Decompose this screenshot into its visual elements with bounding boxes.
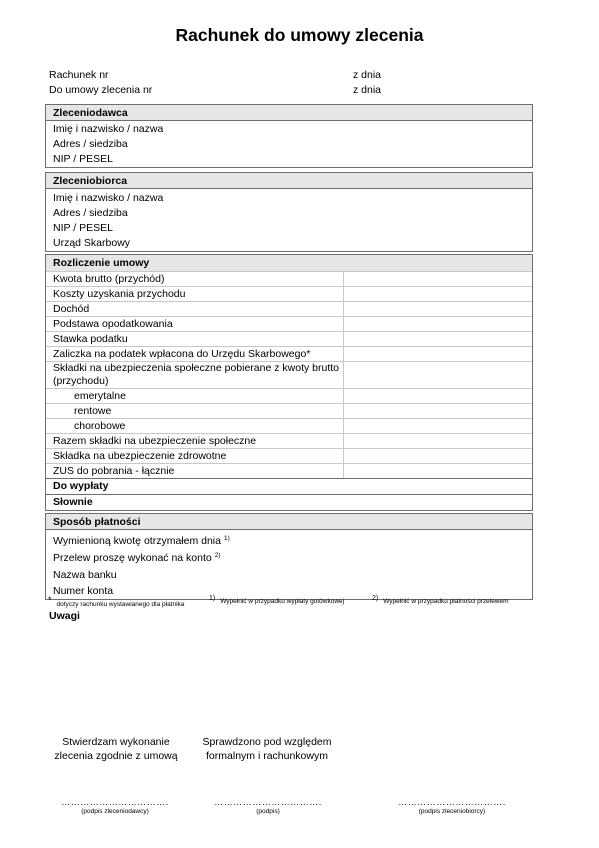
gross-amount-label: Kwota brutto (przychód) bbox=[46, 272, 344, 287]
table-row bbox=[46, 287, 532, 302]
invoice-number-label: Rachunek nr bbox=[49, 69, 109, 81]
table-row bbox=[46, 332, 532, 347]
disability-value[interactable] bbox=[344, 404, 533, 419]
costs-label: Koszty uzyskania przychodu bbox=[46, 287, 344, 302]
table-row bbox=[46, 434, 532, 449]
document-title: Rachunek do umowy zlecenia bbox=[175, 25, 424, 45]
principal-name-label: Imię i nazwisko / nazwa bbox=[53, 123, 164, 135]
principal-nip-label: NIP / PESEL bbox=[53, 153, 113, 165]
income-value[interactable] bbox=[344, 302, 533, 317]
table-row bbox=[46, 464, 532, 479]
tax-advance-value[interactable] bbox=[344, 347, 533, 362]
principal-header: Zleceniodawca bbox=[46, 105, 532, 121]
sickness-value[interactable] bbox=[344, 419, 533, 434]
tax-advance-label: Zaliczka na podatek wpłacona do Urzędu Skarbowego* bbox=[46, 347, 344, 362]
sickness-label: chorobowe bbox=[46, 419, 344, 434]
table-row bbox=[46, 404, 532, 419]
pension-value[interactable] bbox=[344, 389, 533, 404]
contractor-name-label: Imię i nazwisko / nazwa bbox=[53, 192, 164, 204]
zus-total-value[interactable] bbox=[344, 464, 533, 479]
settlement-header: Rozliczenie umowy bbox=[46, 255, 532, 271]
cash-received-line bbox=[46, 533, 532, 550]
payment-method-section bbox=[45, 513, 533, 600]
footnote-2: 2) Wypełnić w przypadku płatności przelewem bbox=[372, 595, 509, 605]
cash-received-label: Wymienioną kwotę otrzymałem dnia bbox=[53, 535, 221, 547]
social-total-label: Razem składki na ubezpieczenie społeczne bbox=[46, 434, 344, 449]
tax-rate-label: Stawka podatku bbox=[46, 332, 344, 347]
tax-rate-value[interactable] bbox=[344, 332, 533, 347]
contract-date-label: z dnia bbox=[353, 84, 382, 96]
tax-base-label: Podstawa opodatkowania bbox=[46, 317, 344, 332]
contractor-section bbox=[45, 172, 533, 252]
table-row bbox=[46, 362, 532, 389]
account-number-label: Numer konta bbox=[53, 585, 114, 597]
gross-amount-value[interactable] bbox=[344, 272, 533, 287]
social-contributions-value[interactable] bbox=[344, 362, 533, 389]
contract-number-label: Do umowy zlecenia nr bbox=[49, 84, 153, 96]
table-row bbox=[46, 347, 532, 362]
invoice-date-label: z dnia bbox=[353, 69, 382, 81]
health-contribution-label: Składka na ubezpieczenie zdrowotne bbox=[46, 449, 344, 464]
signature-line-verifier: ……………………………. bbox=[214, 797, 322, 807]
signature-line-principal: ……………………………. bbox=[61, 797, 169, 807]
principal-section bbox=[45, 104, 533, 168]
table-row bbox=[46, 419, 532, 434]
verification-text: Sprawdzono pod względem formalnym i rachunkowym bbox=[202, 736, 332, 762]
in-words-label: Słownie bbox=[46, 494, 532, 510]
contractor-tax-office-label: Urząd Skarbowy bbox=[53, 237, 131, 249]
payment-method-header: Sposób płatności bbox=[46, 514, 532, 530]
footnote-1-ref: 1) bbox=[223, 535, 230, 542]
footnote-star: * dotyczy rachunku wystawianego dla płatnika bbox=[48, 595, 185, 608]
work-confirmation-text: Stwierdzam wykonanie zlecenia zgodnie z umową bbox=[54, 736, 178, 762]
footnote-1: 1) Wypełnić w przypadku wypłaty gotówkowej bbox=[209, 595, 345, 605]
signature-line-contractor: ……………………………. bbox=[398, 797, 506, 807]
signature-label-principal: (podpis zleceniodawcy) bbox=[81, 808, 149, 815]
contractor-nip-label: NIP / PESEL bbox=[53, 222, 113, 234]
table-row bbox=[46, 302, 532, 317]
table-row bbox=[46, 272, 532, 287]
footnote-2-ref: 2) bbox=[214, 552, 221, 559]
social-total-value[interactable] bbox=[344, 434, 533, 449]
tax-base-value[interactable] bbox=[344, 317, 533, 332]
costs-value[interactable] bbox=[344, 287, 533, 302]
settlement-section bbox=[45, 254, 533, 511]
payout-label: Do wypłaty bbox=[46, 478, 532, 494]
social-contributions-label: Składki na ubezpieczenia społeczne pobierane z kwoty brutto (przychodu) bbox=[46, 362, 344, 389]
pension-label: emerytalne bbox=[46, 389, 344, 404]
transfer-line bbox=[46, 550, 532, 567]
remarks-label: Uwagi bbox=[49, 610, 80, 622]
zus-total-label: ZUS do pobrania - łącznie bbox=[46, 464, 344, 479]
table-row bbox=[46, 449, 532, 464]
income-label: Dochód bbox=[46, 302, 344, 317]
settlement-table bbox=[46, 271, 532, 478]
health-contribution-value[interactable] bbox=[344, 449, 533, 464]
contractor-header: Zleceniobiorca bbox=[46, 173, 532, 189]
transfer-label: Przelew proszę wykonać na konto bbox=[53, 552, 212, 564]
bank-name-label: Nazwa banku bbox=[53, 569, 117, 581]
table-row bbox=[46, 317, 532, 332]
disability-label: rentowe bbox=[46, 404, 344, 419]
table-row bbox=[46, 389, 532, 404]
principal-address-label: Adres / siedziba bbox=[53, 138, 128, 150]
signature-label-verifier: (podpis) bbox=[256, 808, 280, 815]
contractor-address-label: Adres / siedziba bbox=[53, 207, 128, 219]
signature-label-contractor: (podpis zleceniobiorcy) bbox=[418, 808, 486, 815]
